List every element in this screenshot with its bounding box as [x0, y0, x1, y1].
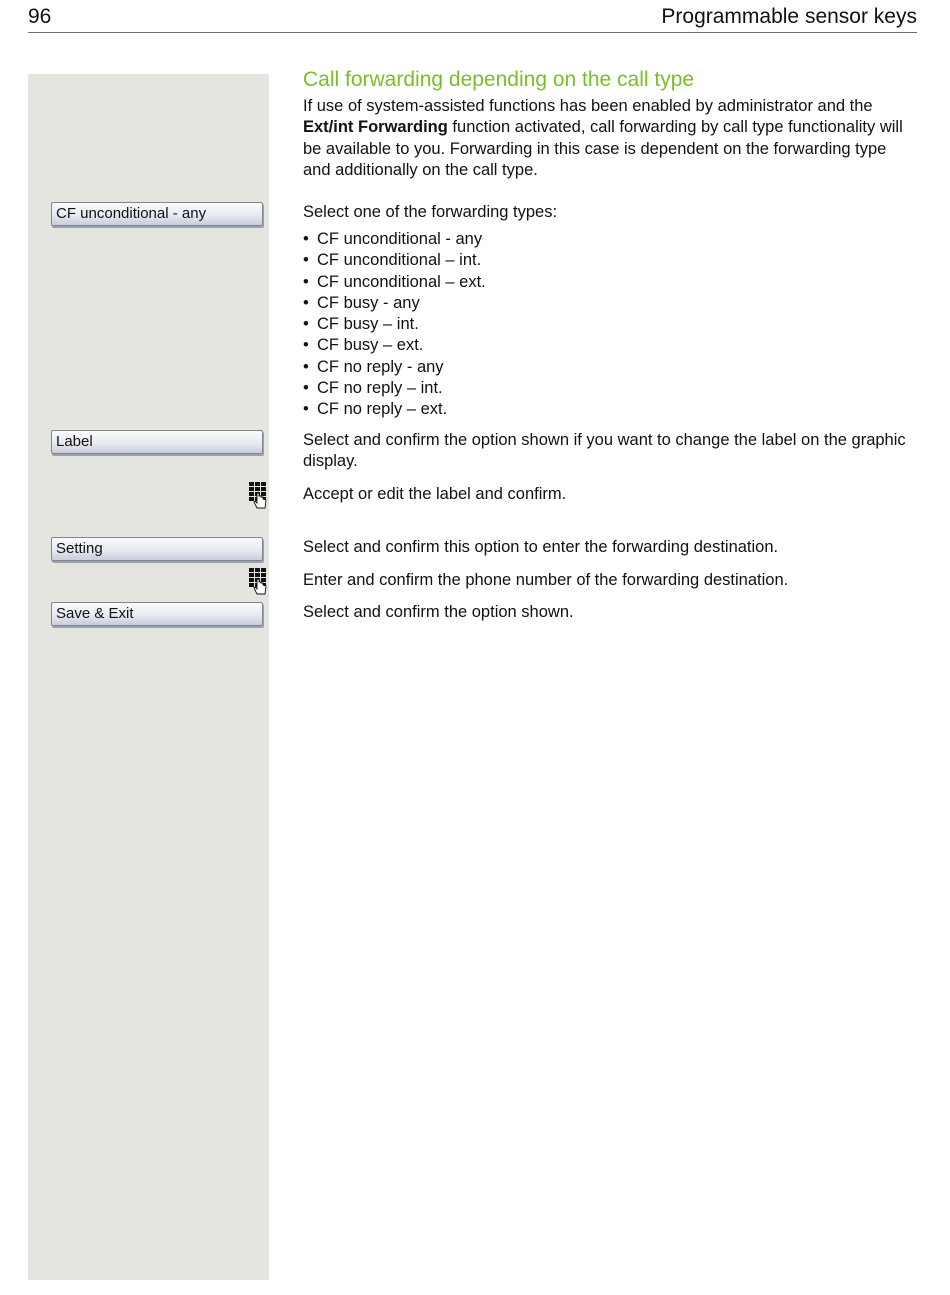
list-item: • CF no reply – ext.: [303, 399, 486, 420]
save-instruction: Select and confirm the option shown.: [303, 603, 574, 621]
edit-label-instruction: Accept or edit the label and confirm.: [303, 485, 567, 503]
label-instruction: Select and confirm the option shown if you want to change the label on the graphic display.: [303, 431, 906, 471]
list-item: • CF unconditional – int.: [303, 250, 486, 271]
list-item: • CF busy – ext.: [303, 335, 486, 356]
list-item: • CF unconditional – ext.: [303, 272, 486, 293]
chapter-title: Programmable sensor keys: [661, 5, 917, 28]
section-title: Call forwarding depending on the call type: [303, 68, 695, 91]
list-item: • CF unconditional - any: [303, 229, 486, 250]
list-item: • CF busy – int.: [303, 314, 486, 335]
page-number: 96: [28, 5, 52, 28]
forwarding-type-list: [303, 229, 486, 420]
cf-unconditional-any-softkey[interactable]: CF unconditional - any: [51, 202, 263, 226]
keypad-icon: [248, 567, 268, 597]
enter-number-instruction: Enter and confirm the phone number of the forwarding destination.: [303, 571, 789, 589]
list-item: • CF no reply – int.: [303, 378, 486, 399]
header-divider: [28, 32, 917, 33]
keypad-icon: [248, 481, 268, 511]
save-exit-softkey[interactable]: Save & Exit: [51, 602, 263, 626]
list-item: • CF no reply - any: [303, 357, 486, 378]
label-softkey[interactable]: Label: [51, 430, 263, 454]
select-type-instruction: Select one of the forwarding types:: [303, 203, 558, 221]
intro-paragraph: If use of system-assisted functions has been enabled by administrator and the Ext/int Forwarding function activated, call forwarding by call type functionality will be available to you. Forwarding in this case is dependent on the forwarding type and additionally on the call type.: [303, 97, 903, 179]
setting-softkey[interactable]: Setting: [51, 537, 263, 561]
sidebar-panel: [28, 74, 269, 1280]
setting-instruction: Select and confirm this option to enter the forwarding destination.: [303, 538, 779, 556]
ext-int-forwarding-term: Ext/int Forwarding: [303, 118, 448, 137]
list-item: • CF busy - any: [303, 293, 486, 314]
